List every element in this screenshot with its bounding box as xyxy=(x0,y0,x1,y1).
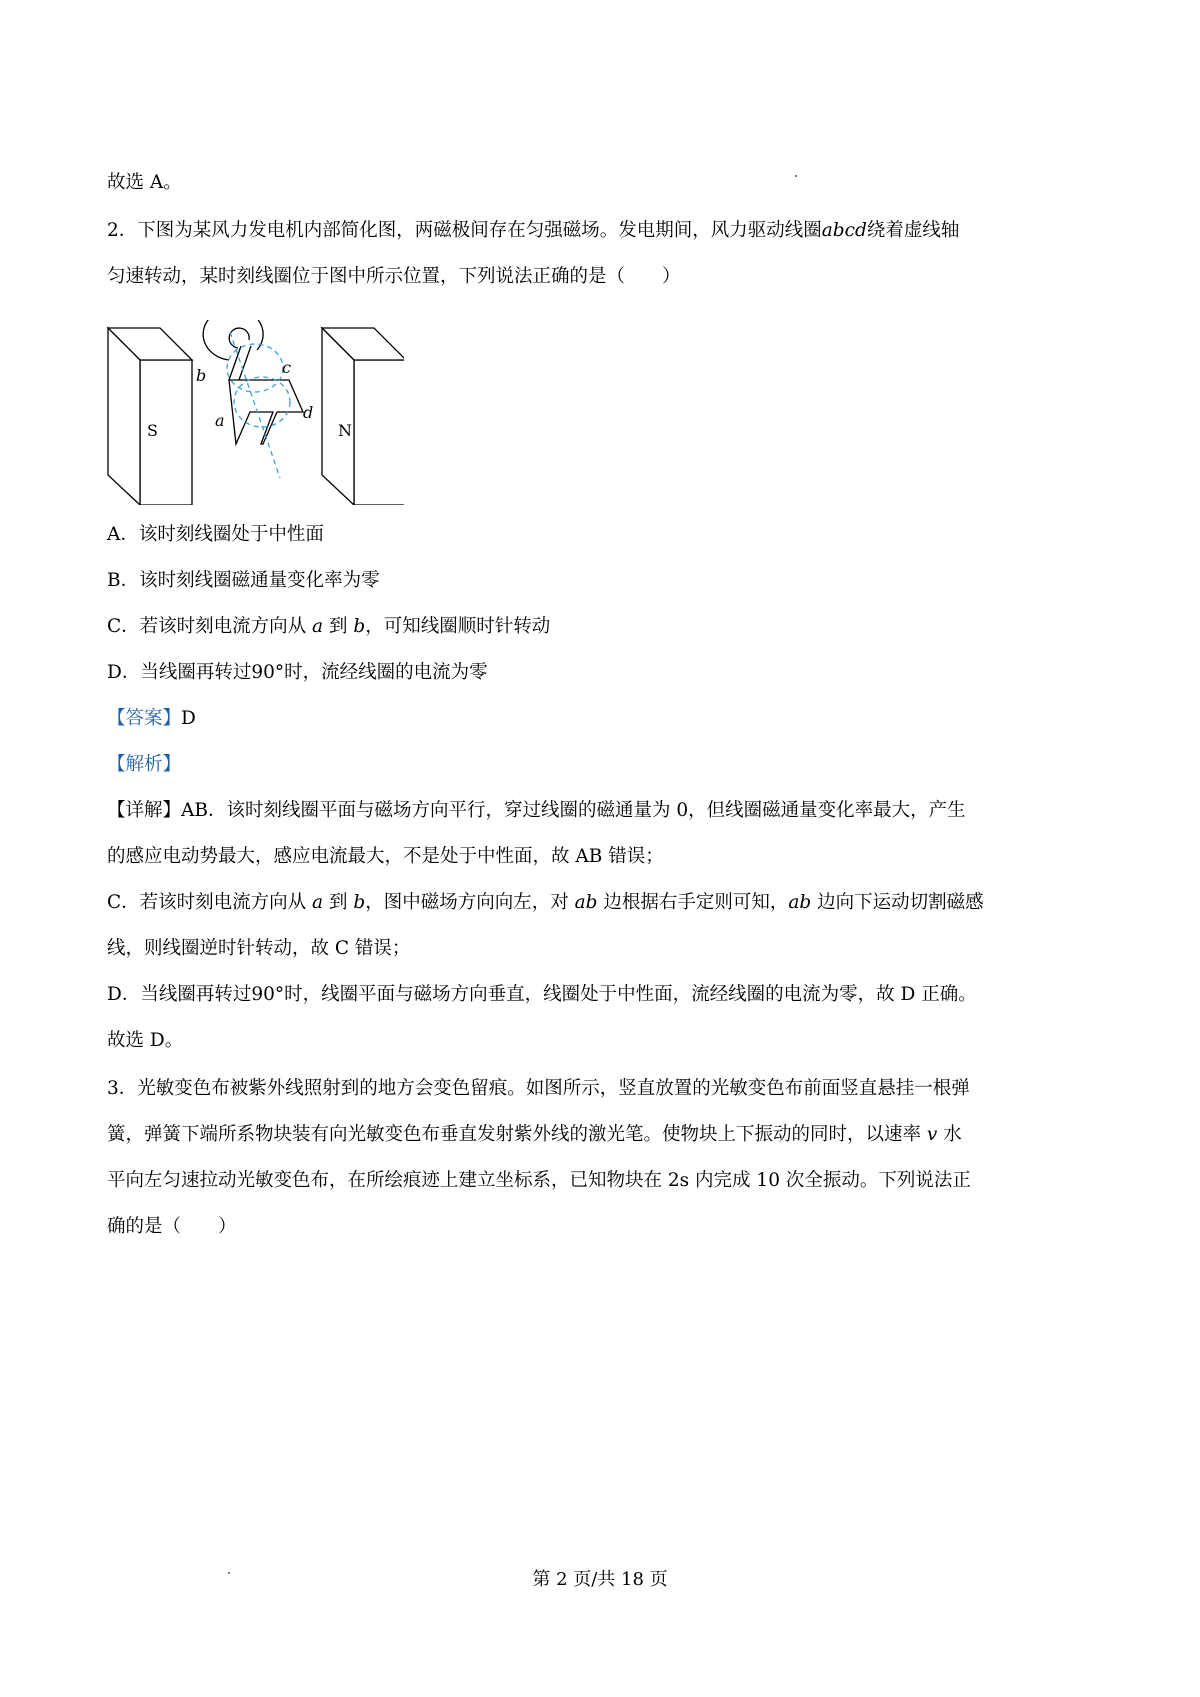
coil-name: abcd xyxy=(821,220,867,241)
q3-speed-v: v xyxy=(926,1124,938,1145)
analysis-line xyxy=(107,751,181,779)
detail-c-ab1: ab xyxy=(574,892,598,913)
q3-stem-line4: 确的是（ ） xyxy=(107,1216,237,1237)
option-c-post: ，可知线圈顺时针转动 xyxy=(365,616,551,637)
answer-value: D xyxy=(181,708,196,729)
option-d xyxy=(107,659,488,687)
detail-c-mid3: 边根据右手定则可知， xyxy=(597,892,789,913)
detail-c-a: a xyxy=(312,892,324,913)
generator-diagram xyxy=(104,320,404,505)
option-d-angle: 90° xyxy=(251,662,285,683)
detail-d-angle: 90° xyxy=(251,984,285,1005)
q3-line2-pre: 簧，弹簧下端所系物块装有向光敏变色布垂直发射紫外线的激光笔。使物块上下振动的同时，以速率 xyxy=(107,1124,927,1145)
q3-stem-line2 xyxy=(107,1121,962,1149)
detail-d-post: 时，线圈平面与磁场方向垂直，线圈处于中性面，流经线圈的电流为零，故 D 正确。 xyxy=(284,984,977,1005)
n-pole-side xyxy=(322,328,354,505)
answer-tag: 【答案】 xyxy=(107,708,182,729)
stray-dot-top xyxy=(795,175,797,177)
coil-label-c: c xyxy=(282,358,291,377)
slip-ring xyxy=(203,320,263,360)
rotation-axis xyxy=(230,332,280,478)
detail-c-mid2: ，图中磁场方向向左，对 xyxy=(365,892,575,913)
pole-label-s: S xyxy=(147,421,158,440)
option-c-mid: 到 xyxy=(323,616,354,637)
answer-line xyxy=(107,705,196,733)
analysis-tag: 【解析】 xyxy=(107,754,182,775)
prev-conclusion: 故选 A。 xyxy=(107,172,182,193)
option-d-pre: D．当线圈再转过 xyxy=(107,662,252,683)
option-c-b: b xyxy=(353,616,366,637)
q2-stem-post: 绕着虚线轴 xyxy=(866,220,960,241)
q3-stem-line3 xyxy=(107,1167,971,1195)
option-d-post: 时，流经线圈的电流为零 xyxy=(284,662,488,683)
detail-c-ab2: ab xyxy=(788,892,812,913)
detail-c-line1 xyxy=(107,889,984,917)
n-pole-front xyxy=(354,360,404,505)
detail-c-mid1: 到 xyxy=(323,892,354,913)
option-b: B．该时刻线圈磁通量变化率为零 xyxy=(107,570,380,591)
rotation-path-lower xyxy=(234,377,290,427)
page-footer: 第 2 页/共 18 页 xyxy=(532,1569,668,1590)
q3-stem-line1: 3．光敏变色布被紫外线照射到的地方会变色留痕。如图所示，竖直放置的光敏变色布前面竖直悬挂一根弹 xyxy=(107,1078,970,1099)
slip-ring-inner xyxy=(229,328,249,348)
detail-conclusion: 故选 D。 xyxy=(107,1030,184,1051)
detail-ab-line2: 的感应电动势最大，感应电流最大，不是处于中性面，故 AB 错误； xyxy=(107,846,664,867)
q3-line2-post: 水 xyxy=(937,1124,962,1145)
s-pole-side xyxy=(108,328,140,505)
detail-c-post: 边向下运动切割磁感 xyxy=(811,892,984,913)
detail-d-line xyxy=(107,981,977,1009)
detail-ab-text1: AB．该时刻线圈平面与磁场方向平行，穿过线圈的磁通量为 0，但线圈磁通量变化率最大，产生 xyxy=(181,800,966,821)
q2-stem-line1 xyxy=(107,217,959,245)
detail-c-pre: C．若该时刻电流方向从 xyxy=(107,892,313,913)
detail-c-b: b xyxy=(353,892,366,913)
option-c xyxy=(107,613,550,641)
detail-ab-line1 xyxy=(107,797,966,825)
q3-line3-post: 内完成 10 次全振动。下列说法正 xyxy=(689,1170,971,1191)
option-c-a: a xyxy=(312,616,324,637)
q3-time: 2s xyxy=(667,1170,690,1191)
coil-label-a: a xyxy=(215,411,225,430)
detail-d-pre: D．当线圈再转过 xyxy=(107,984,252,1005)
rotation-path-upper xyxy=(227,344,283,392)
coil-label-b: b xyxy=(196,366,207,385)
detail-c-line2: 线，则线圈逆时针转动，故 C 错误； xyxy=(107,938,411,959)
pole-label-n: N xyxy=(338,421,352,440)
q3-line3-pre: 平向左匀速拉动光敏变色布，在所绘痕迹上建立坐标系，已知物块在 xyxy=(107,1170,668,1191)
q2-stem-line2: 匀速转动，某时刻线圈位于图中所示位置，下列说法正确的是（ ） xyxy=(107,266,681,287)
option-a: A．该时刻线圈处于中性面 xyxy=(107,524,324,545)
coil-label-d: d xyxy=(303,403,314,422)
option-c-pre: C．若该时刻电流方向从 xyxy=(107,616,313,637)
q2-stem-pre: 2．下图为某风力发电机内部简化图，两磁极间存在匀强磁场。发电期间，风力驱动线圈 xyxy=(107,220,822,241)
detail-tag: 【详解】 xyxy=(107,800,182,821)
